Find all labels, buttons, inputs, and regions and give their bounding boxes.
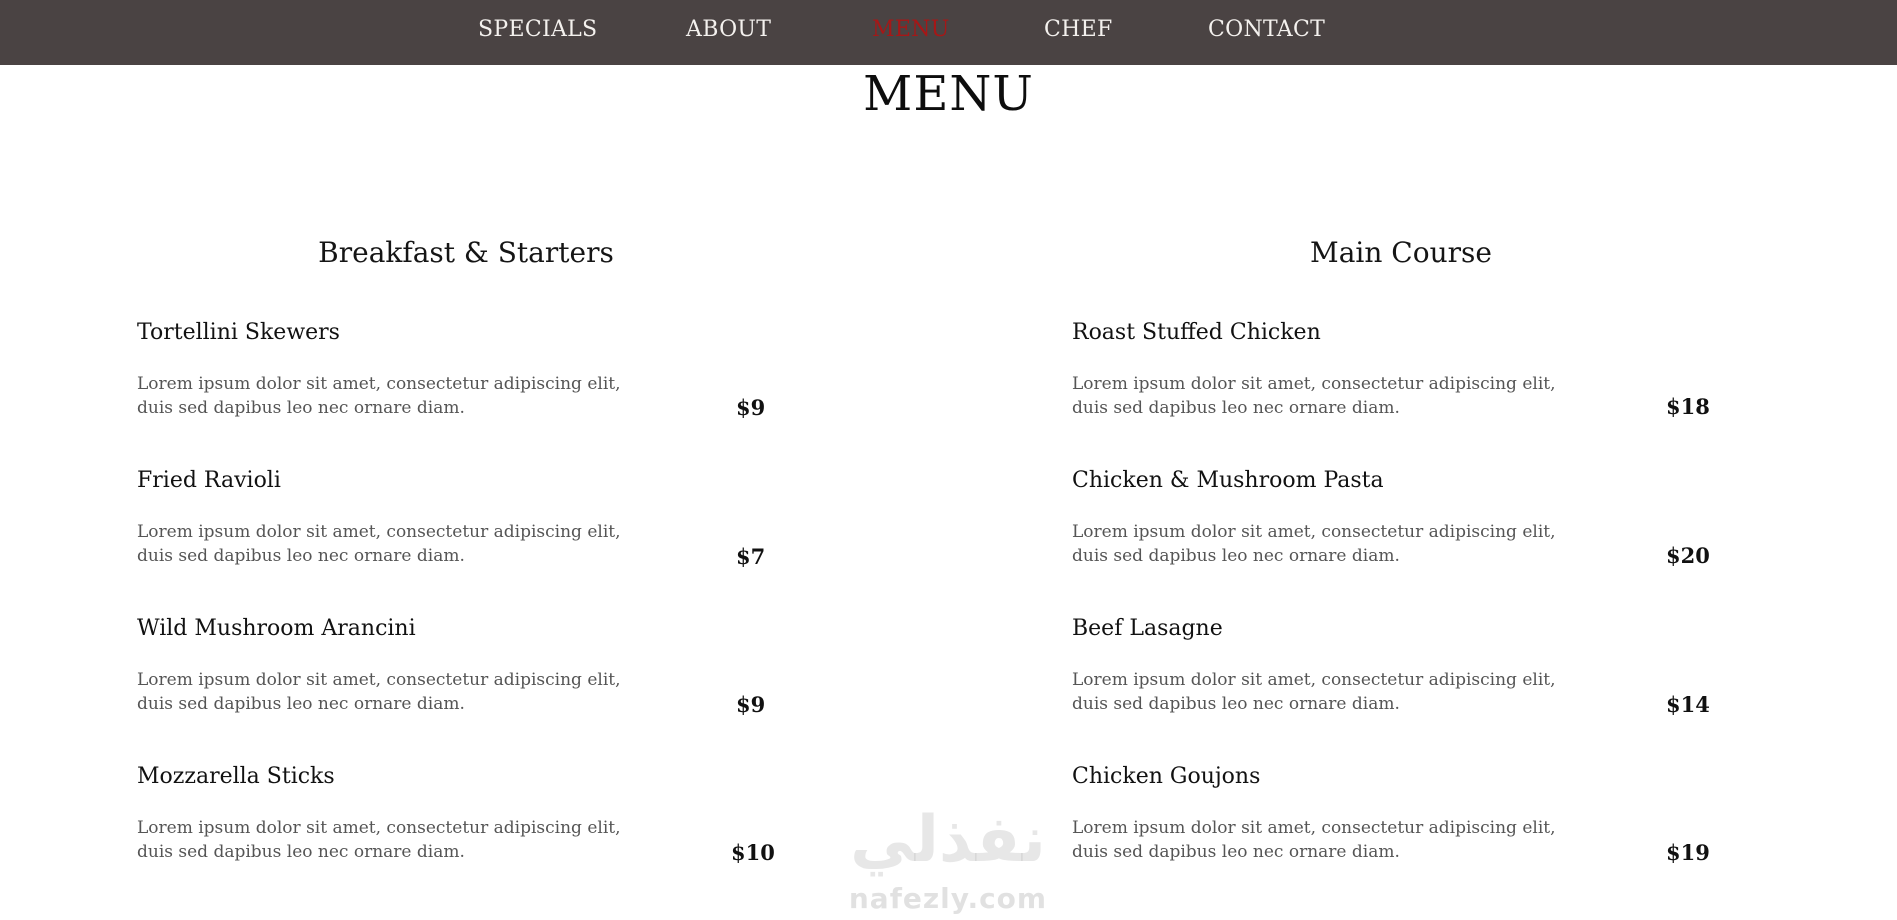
item-name: Chicken & Mushroom Pasta [1072, 468, 1384, 493]
item-description: Lorem ipsum dolor sit amet, consectetur adipiscing elit, duis sed dapibus leo nec ornare diam. [137, 818, 621, 862]
item-price: $20 [1666, 543, 1710, 568]
page-title: MENU [863, 66, 1034, 122]
watermark-arabic-text: نفذلي [850, 803, 1046, 877]
nav-item-chef[interactable]: CHEF [1044, 17, 1113, 42]
item-description: Lorem ipsum dolor sit amet, consectetur adipiscing elit, duis sed dapibus leo nec ornare diam. [1072, 522, 1556, 566]
item-price: $7 [736, 544, 766, 569]
nav-item-about[interactable]: ABOUT [686, 17, 772, 42]
item-name: Beef Lasagne [1072, 616, 1223, 641]
item-name: Mozzarella Sticks [137, 764, 335, 789]
nav-item-menu[interactable]: MENU [872, 17, 950, 42]
item-name: Tortellini Skewers [137, 320, 340, 345]
watermark-latin-text: nafezly.com [848, 882, 1048, 915]
item-price: $18 [1666, 394, 1710, 419]
section-title: Breakfast & Starters [318, 236, 614, 269]
item-description: Lorem ipsum dolor sit amet, consectetur adipiscing elit, duis sed dapibus leo nec ornare diam. [1072, 818, 1556, 862]
item-name: Wild Mushroom Arancini [137, 616, 416, 641]
item-name: Roast Stuffed Chicken [1072, 320, 1321, 345]
top-navbar [0, 0, 1897, 65]
item-description: Lorem ipsum dolor sit amet, consectetur adipiscing elit, duis sed dapibus leo nec ornare diam. [137, 522, 621, 566]
item-description: Lorem ipsum dolor sit amet, consectetur adipiscing elit, duis sed dapibus leo nec ornare diam. [1072, 374, 1556, 418]
nav-item-specials[interactable]: SPECIALS [478, 17, 598, 42]
section-title: Main Course [1310, 236, 1492, 269]
item-description: Lorem ipsum dolor sit amet, consectetur adipiscing elit, duis sed dapibus leo nec ornare diam. [137, 670, 621, 714]
item-price: $19 [1666, 840, 1710, 865]
item-price: $10 [731, 840, 775, 865]
item-description: Lorem ipsum dolor sit amet, consectetur adipiscing elit, duis sed dapibus leo nec ornare diam. [1072, 670, 1556, 714]
item-price: $9 [736, 395, 766, 420]
item-description: Lorem ipsum dolor sit amet, consectetur adipiscing elit, duis sed dapibus leo nec ornare diam. [137, 374, 621, 418]
nav-item-contact[interactable]: CONTACT [1208, 17, 1326, 42]
item-price: $9 [736, 692, 766, 717]
watermark-logo [838, 800, 1058, 920]
item-price: $14 [1666, 692, 1710, 717]
item-name: Fried Ravioli [137, 468, 281, 493]
item-name: Chicken Goujons [1072, 764, 1261, 789]
